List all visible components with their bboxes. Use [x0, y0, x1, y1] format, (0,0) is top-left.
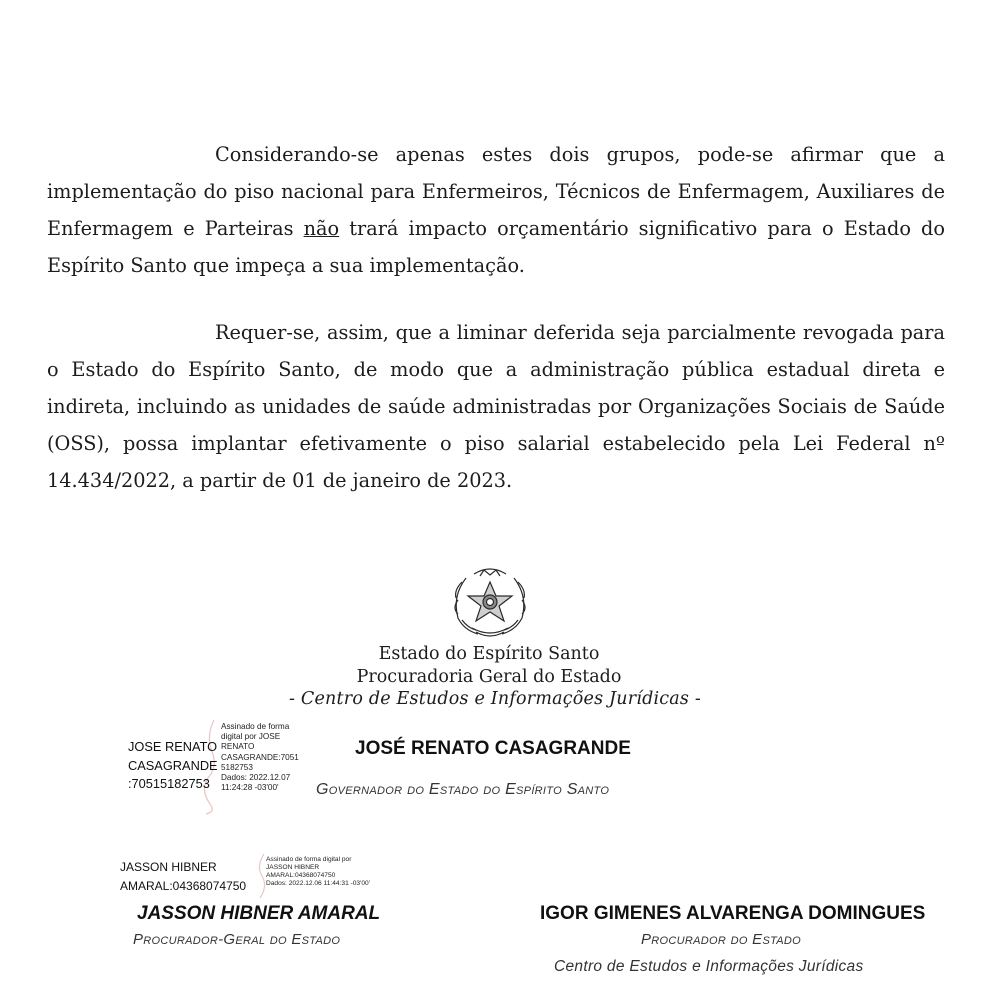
cert-meta-line: 5182753 — [221, 762, 253, 772]
cert-meta-line: digital por JOSE — [221, 732, 281, 742]
cert-meta-line: JASSON HIBNER — [266, 864, 320, 871]
letterhead-office: Procuradoria Geral do Estado — [356, 667, 622, 687]
cert-meta-line: CASAGRANDE:7051 — [221, 752, 299, 762]
digital-cert-holder-governor — [128, 738, 218, 794]
paragraph-text: trará impacto orçamentário significativo para o Estado do Espírito Santo que impeça a sua implementação. — [47, 217, 945, 277]
letterhead-department: - Centro de Estudos e Informações Jurídicas - — [289, 689, 701, 709]
cert-meta-line: Assinado de forma digital por — [266, 856, 352, 863]
digital-cert-holder-attorney-general — [120, 858, 246, 895]
cert-name-line: CASAGRANDE — [128, 757, 218, 773]
paragraph-request: Requer-se, assim, que a liminar deferida seja parcialmente revogada para o Estado do Espírito Santo, de modo que a administração pública estadual direta e indireta, incluindo as unidades de saúde administradas por Organizações Sociais de Saúde (OSS), possa implantar efetivamente o piso salarial estabelecido pela Lei Federal nº 14.434/2022, a partir de 01 de janeiro de 2023. — [47, 321, 945, 492]
digital-signature-stamp-attorney-general — [266, 856, 370, 888]
cert-name-line: JOSE RENATO — [128, 739, 218, 754]
signer-role-attorney-general: Procurador-Geral do Estado — [133, 931, 341, 948]
cert-meta-line: RENATO — [221, 742, 255, 752]
signer-department-attorney: Centro de Estudos e Informações Jurídicas — [554, 958, 864, 975]
cert-name-line: JASSON HIBNER — [120, 860, 217, 874]
emphasis-underlined: não — [303, 217, 340, 240]
cert-meta-line: Assinado de forma — [221, 722, 290, 731]
cert-name-line: :70515182753 — [128, 776, 210, 791]
cert-meta-line: AMARAL:04368074750 — [266, 872, 336, 879]
signer-name-attorney-general: JASSON HIBNER AMARAL — [137, 903, 381, 924]
signer-name-attorney: IGOR GIMENES ALVARENGA DOMINGUES — [540, 903, 926, 924]
cert-name-line: AMARAL:04368074750 — [120, 878, 247, 893]
signer-role-attorney: Procurador do Estado — [641, 931, 802, 948]
letterhead-state: Estado do Espírito Santo — [378, 644, 600, 664]
cert-meta-line: Dados: 2022.12.06 11:44:31 -03'00' — [266, 880, 370, 887]
signer-name-governor: JOSÉ RENATO CASAGRANDE — [355, 738, 631, 759]
paragraph-text: Considerando-se apenas estes dois grupos, pode-se afirmar que a implementação do piso nacional para Enfermeiros, Técnicos de Enfermagem, Auxiliares de Enfermagem e Parteiras — [47, 143, 945, 240]
digital-signature-stamp-governor — [221, 722, 299, 793]
paragraph-budget-impact — [47, 136, 945, 284]
cert-meta-line: Dados: 2022.12.07 — [221, 773, 291, 783]
cert-meta-line: 11:24:28 -03'00' — [221, 783, 279, 793]
espirito-santo-coat-of-arms-icon — [444, 566, 536, 640]
signer-role-governor: Governador do Estado do Espírito Santo — [316, 781, 610, 798]
